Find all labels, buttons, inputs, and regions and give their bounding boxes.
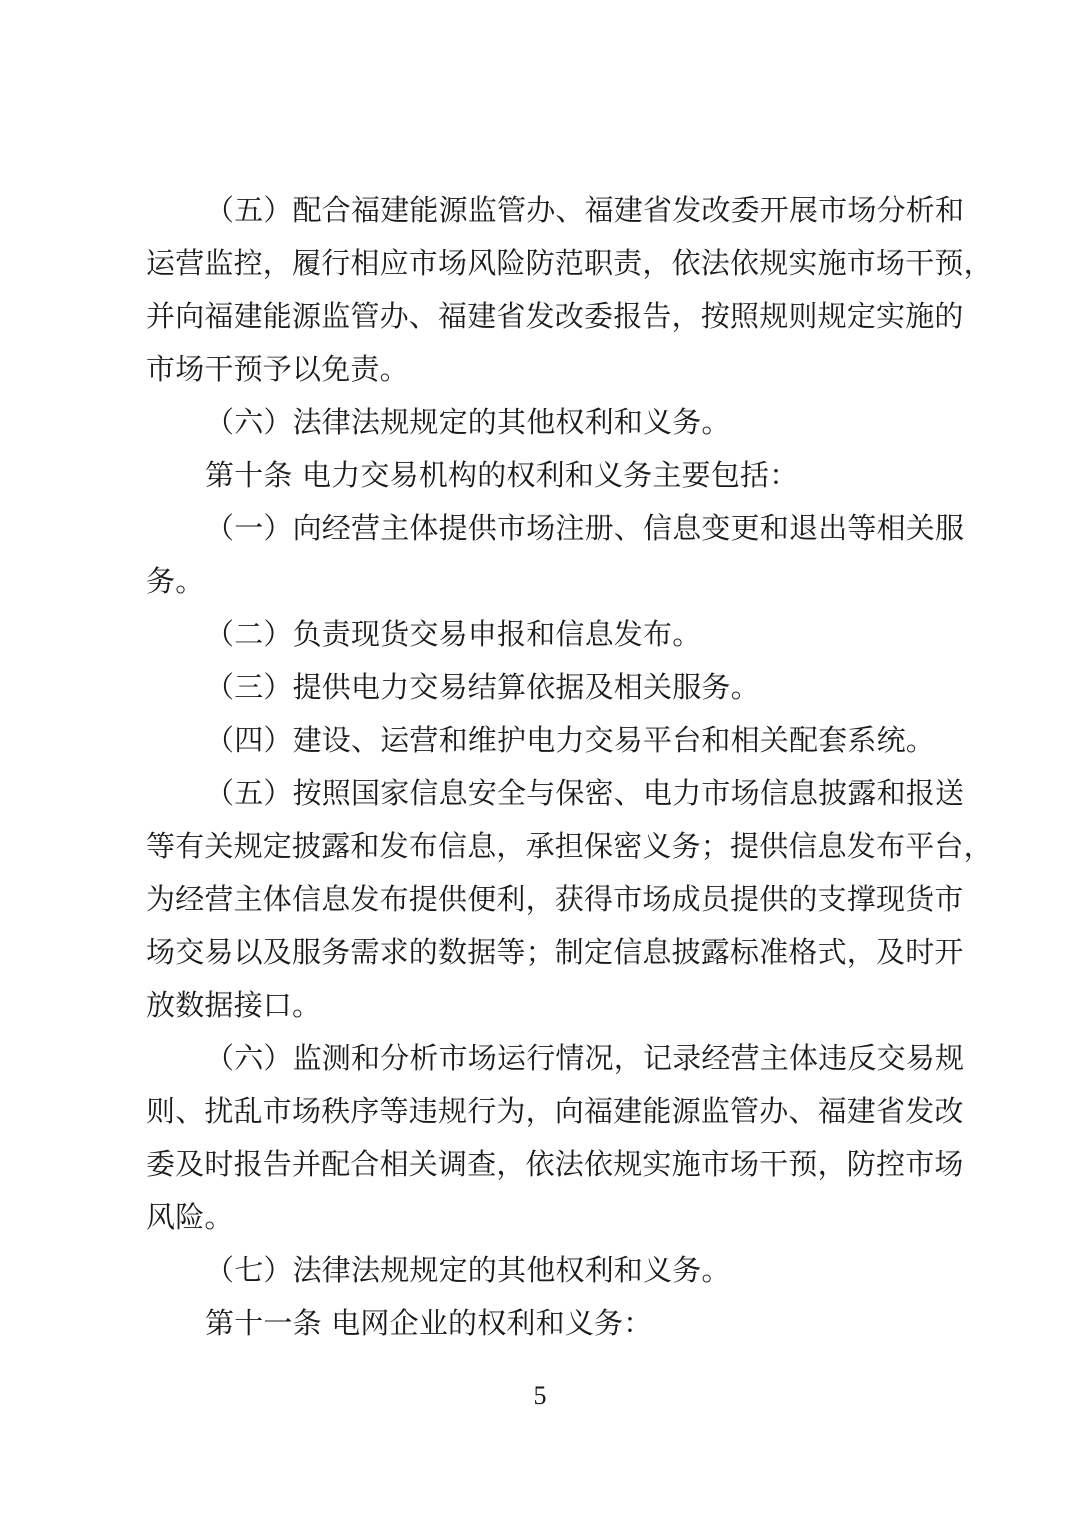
text-line: （五）配合福建能源监管办、福建省发改委开展市场分析和 — [205, 193, 965, 227]
text-line: （四）建设、运营和维护电力交易平台和相关配套系统。 — [205, 723, 936, 757]
text-line: 委及时报告并配合相关调查，依法依规实施市场干预，防控市场 — [146, 1147, 964, 1181]
text-line: （五）按照国家信息安全与保密、电力市场信息披露和报送 — [205, 776, 965, 810]
text-line: 并向福建能源监管办、福建省发改委报告，按照规则规定实施的 — [146, 299, 964, 333]
text-line: （一）向经营主体提供市场注册、信息变更和退出等相关服 — [205, 511, 965, 545]
article-heading: 第十一条 电网企业的权利和义务： — [205, 1306, 653, 1340]
text-line: 风险。 — [146, 1200, 234, 1234]
text-line: 市场干预予以免责。 — [146, 352, 409, 386]
text-line: 运营监控，履行相应市场风险防范职责，依法依规实施市场干预， — [146, 246, 993, 280]
text-line: （三）提供电力交易结算依据及相关服务。 — [205, 670, 760, 704]
article-heading: 第十条 电力交易机构的权利和义务主要包括： — [205, 458, 799, 492]
text-line: （七）法律法规规定的其他权利和义务。 — [205, 1253, 731, 1287]
text-line: （六）监测和分析市场运行情况，记录经营主体违反交易规 — [205, 1041, 965, 1075]
text-line: 放数据接口。 — [146, 988, 322, 1022]
text-line: 为经营主体信息发布提供便利，获得市场成员提供的支撑现货市 — [146, 882, 964, 916]
text-line: （六）法律法规规定的其他权利和义务。 — [205, 405, 731, 439]
text-line: 等有关规定披露和发布信息，承担保密义务；提供信息发布平台， — [146, 829, 993, 863]
text-line: （二）负责现货交易申报和信息发布。 — [205, 617, 702, 651]
text-line: 则、扰乱市场秩序等违规行为，向福建能源监管办、福建省发改 — [146, 1094, 964, 1128]
page-number: 5 — [533, 1381, 547, 1410]
text-line: 务。 — [146, 564, 205, 598]
text-line: 场交易以及服务需求的数据等；制定信息披露标准格式，及时开 — [146, 935, 964, 969]
